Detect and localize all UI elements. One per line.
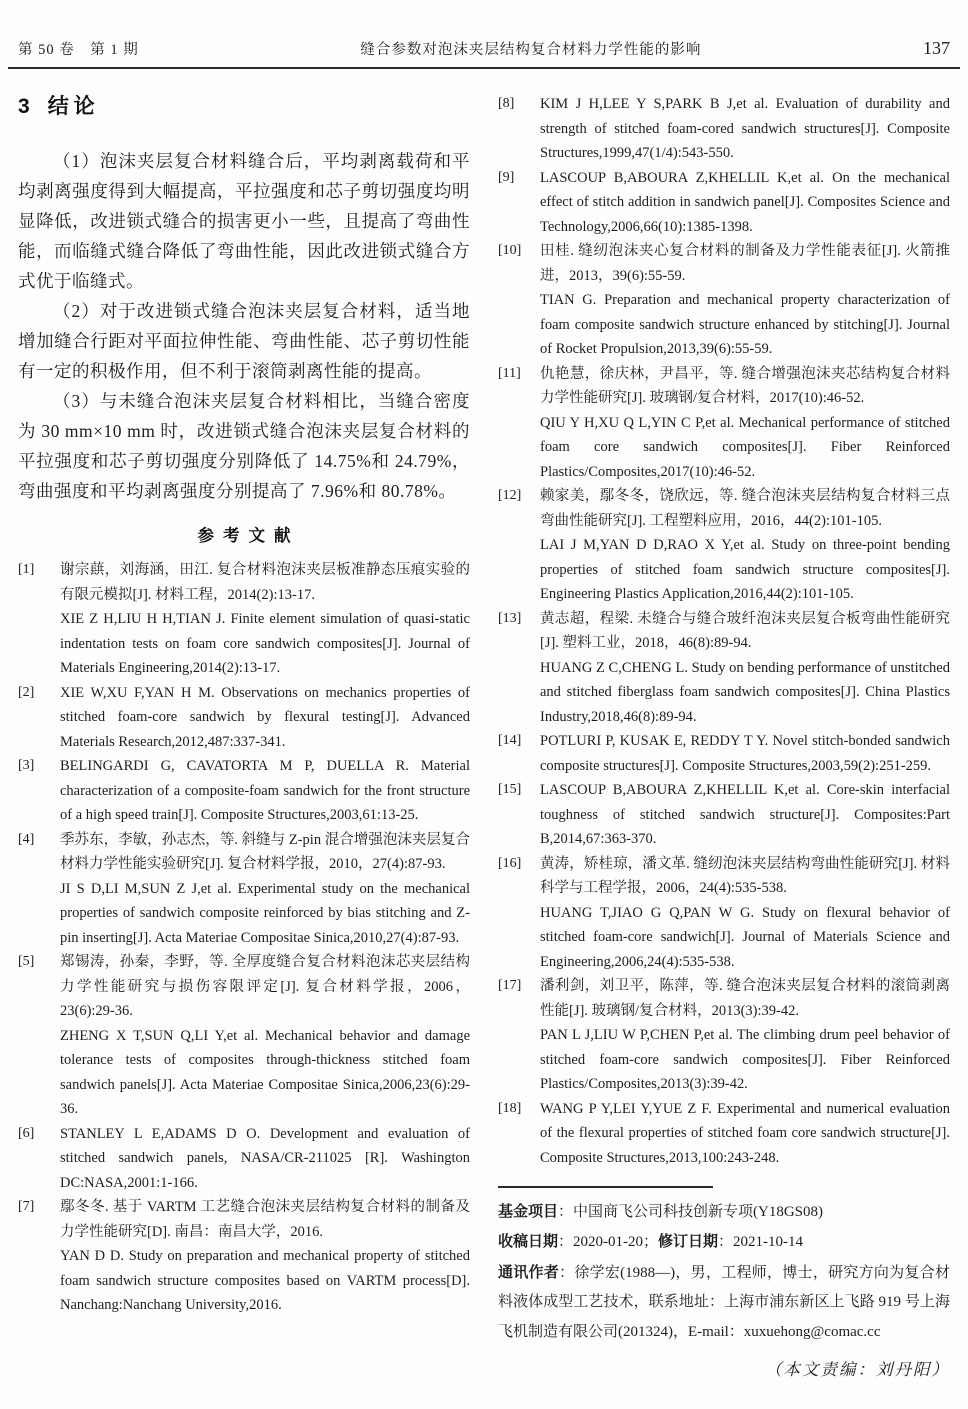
footnote-text: ：中国商飞公司科技创新专项(Y18GS08) (558, 1203, 824, 1220)
reference-number: [12] (498, 488, 522, 503)
reference-item (18, 1195, 470, 1318)
reference-text: 赖家美，鄢冬冬，饶欣远，等. 缝合泡沫夹层结构复合材料三点弯曲性能研究[J]. 工程塑料应用，2016，44(2):101-105. (540, 488, 950, 529)
reference-number: [15] (498, 782, 522, 797)
footnote-text: ：2020-01-20； (558, 1234, 659, 1250)
reference-text: 田桂. 缝纫泡沫夹心复合材料的制备及力学性能表征[J]. 火箭推进，2013，39(6):55-59. (540, 243, 950, 284)
reference-body (540, 729, 950, 778)
reference-number: [6] (18, 1125, 35, 1141)
reference-number: [5] (18, 954, 35, 969)
reference-text: 潘利剑，刘卫平，陈萍，等. 缝合泡沫夹层复合材料的滚筒剥离性能[J]. 玻璃钢/复合材料，2013(3):39-42. (540, 978, 950, 1019)
reference-body (60, 681, 470, 755)
reference-body (60, 558, 470, 681)
reference-item (498, 166, 950, 240)
reference-body (540, 92, 950, 166)
references-heading: 参考文献 (197, 527, 300, 545)
reference-item (498, 239, 950, 362)
left-column (18, 80, 470, 1318)
reference-number: [8] (498, 96, 515, 111)
reference-body (60, 828, 470, 951)
reference-body (540, 166, 950, 240)
reference-text: 谢宗蕻，刘海涵，田江. 复合材料泡沫夹层板准静态压痕实验的有限元模拟[J]. 材料工程，2014(2):13-17. (60, 562, 470, 603)
reference-text: BELINGARDI G, CAVATORTA M P, DUELLA R. Material characterization of a composite-foam sandwich for the front structure of a high speed train[J]. Composite Structures,2003,61:13-25. (60, 758, 470, 823)
reference-text: QIU Y H,XU Q L,YIN C P,et al. Mechanical performance of stitched foam core sandwich composites[J]. Fiber Reinforced Plastics/Composites,2017(10):46-52. (540, 414, 950, 480)
reference-text: JI S D,LI M,SUN Z J,et al. Experimental study on the mechanical properties of sandwich composite reinforced by bias stitching and Z-pin inserting[J]. Acta Materiae Compositae Sinica,2010,27(4):87-93. (60, 880, 470, 946)
reference-text: POTLURI P, KUSAK E, REDDY T Y. Novel stitch-bonded sandwich composite structures[J]. Composite Structures,2003,59(2):251-259. (540, 733, 950, 774)
header-rule (8, 67, 960, 69)
reference-list-right (498, 80, 950, 1170)
conclusion-paragraph: （1）泡沫夹层复合材料缝合后，平均剥离载荷和平均剥离强度得到大幅提高，平拉强度和芯子剪切强度均明显降低，改进锁式缝合的损害更小一些，且提高了弯曲性能，而临缝式缝合降低了弯曲性能，因此改进锁式缝合方式优于临缝式。 (18, 151, 470, 291)
reference-number: [3] (18, 758, 35, 773)
section-number: 3 (18, 95, 30, 118)
conclusion-paragraph: （2）对于改进锁式缝合泡沫夹层复合材料，适当地增加缝合行距对平面拉伸性能、弯曲性能、芯子剪切性能有一定的积极作用，但不利于滚筒剥离性能的提高。 (18, 301, 470, 381)
reference-item (498, 974, 950, 1097)
footnote-line (498, 1258, 950, 1348)
reference-number: [4] (18, 831, 35, 847)
reference-text: STANLEY L E,ADAMS D O. Development and evaluation of stitched sandwich panels, NASA/CR-211025 [R]. Washington DC:NASA,2001:1-166. (60, 1125, 470, 1191)
reference-text: 郑锡涛，孙秦，李野，等. 全厚度缝合复合材料泡沫芯夹层结构力学性能研究与损伤容限评定[J]. 复合材料学报，2006，23(6):29-36. (60, 954, 470, 1019)
reference-text: LASCOUP B,ABOURA Z,KHELLIL K,et al. Core-skin interfacial toughness of stitched sandwich structure[J]. Composites:Part B,2014,67:363-370. (540, 782, 950, 847)
reference-number: [2] (18, 684, 35, 700)
reference-text: YAN D D. Study on preparation and mechanical property of stitched foam sandwich structure composites based on VARTM process[D]. Nanchang:Nanchang University,2016. (60, 1248, 470, 1313)
reference-number: [11] (498, 365, 521, 381)
footnote-label: 修订日期 (658, 1233, 719, 1250)
footnote-label: 通讯作者 (498, 1263, 560, 1281)
section-heading (18, 90, 470, 120)
reference-text: 季苏东，李敏，孙志杰，等. 斜缝与 Z-pin 混合增强泡沫夹层复合材料力学性能实验研究[J]. 复合材料学报，2010，27(4):87-93. (60, 831, 470, 872)
reference-number: [9] (498, 169, 515, 185)
reference-body (60, 754, 470, 828)
reference-item (498, 607, 950, 730)
footnote-text: ：2021-10-14 (718, 1234, 804, 1250)
reference-item (498, 729, 950, 778)
reference-number: [16] (498, 855, 522, 871)
reference-number: [7] (18, 1199, 35, 1214)
reference-text: XIE Z H,LIU H H,TIAN J. Finite element simulation of quasi-static indentation tests on foam core sandwich composites[J]. Journal of Materials Engineering,2014(2):13-17. (60, 611, 470, 676)
reference-number: [13] (498, 610, 522, 626)
reference-text: TIAN G. Preparation and mechanical property characterization of foam composite sandwich structure enhanced by stitching[J]. Journal of Rocket Propulsion,2013,39(6):55-59. (540, 292, 950, 357)
reference-item (498, 484, 950, 607)
reference-item (18, 1122, 470, 1196)
reference-item (498, 92, 950, 166)
footnote-line (498, 1227, 950, 1258)
reference-number: [10] (498, 243, 522, 258)
footnote-text: ：徐学宏(1988—)，男，工程师，博士，研究方向为复合材料液体成型工艺技术，联系地址：上海市浦东新区上飞路 919 号上海飞机制造有限公司(201324)，E-mail：xuxuehong@comac.cc (498, 1264, 950, 1340)
reference-number: [17] (498, 978, 522, 993)
reference-item (18, 828, 470, 951)
section-title: 结论 (47, 95, 100, 118)
reference-text: ZHENG X T,SUN Q,LI Y,et al. Mechanical behavior and damage tolerance tests of composites through-thickness stitched foam sandwich panels[J]. Acta Materiae Compositae Sinica,2006,23(6):29-36. (60, 1027, 470, 1117)
reference-item (498, 1097, 950, 1171)
reference-item (18, 754, 470, 828)
footnote-label: 基金项目 (498, 1202, 559, 1220)
footnote-line (498, 1197, 950, 1228)
reference-body (60, 950, 470, 1122)
reference-text: KIM J H,LEE Y S,PARK B J,et al. Evaluation of durability and strength of stitched foam-cored sandwich structures[J]. Composite Structures,1999,47(1/4):543-550. (540, 96, 950, 161)
reference-text: LASCOUP B,ABOURA Z,KHELLIL K,et al. On the mechanical effect of stitch addition in sandwich panel[J]. Composites Science and Technology,2006,66(10):1385-1398. (540, 169, 950, 235)
conclusion-paragraphs (18, 146, 470, 506)
reference-item (18, 681, 470, 755)
reference-item (18, 558, 470, 681)
right-column (498, 80, 950, 1380)
reference-text: HUANG Z C,CHENG L. Study on bending performance of unstitched and stitched fiberglass foam sandwich composites[J]. China Plastics Industry,2018,46(8):89-94. (540, 659, 950, 725)
reference-body (540, 362, 950, 485)
reference-number: [18] (498, 1100, 522, 1116)
reference-text: WANG P Y,LEI Y,YUE Z F. Experimental and numerical evaluation of the flexural properties of stitched foam core sandwich structure[J]. Composite Structures,2013,100:243-248. (540, 1100, 950, 1166)
reference-body (540, 484, 950, 607)
reference-item (498, 362, 950, 485)
reference-number: [14] (498, 733, 522, 748)
reference-body (540, 852, 950, 975)
header-running-title: 缝合参数对泡沫夹层结构复合材料力学性能的影响 (360, 42, 702, 58)
reference-body (60, 1195, 470, 1318)
reference-item (18, 950, 470, 1122)
footnote-label: 收稿日期 (498, 1233, 559, 1250)
reference-body (540, 778, 950, 852)
reference-item (498, 852, 950, 975)
reference-text: 黄涛，矫桂琼，潘文革. 缝纫泡沫夹层结构弯曲性能研究[J]. 材料科学与工程学报，2006，24(4):535-538. (540, 855, 950, 896)
reference-list-left (18, 558, 470, 1318)
header-page-number: 137 (923, 38, 950, 58)
reference-text: XIE W,XU F,YAN H M. Observations on mechanics properties of stitched foam-core sandwich by flexural testing[J]. Advanced Materials Research,2012,487:337-341. (60, 684, 470, 750)
header-volume-issue: 第 50 卷 第 1 期 (18, 42, 139, 58)
reference-body (540, 1097, 950, 1171)
reference-body (540, 239, 950, 362)
reference-text: 仇艳慧，徐庆林，尹昌平，等. 缝合增强泡沫夹芯结构复合材料力学性能研究[J]. 玻璃钢/复合材料，2017(10):46-52. (540, 365, 950, 406)
reference-body (60, 1122, 470, 1196)
reference-text: LAI J M,YAN D D,RAO X Y,et al. Study on three-point bending properties of stitched foam sandwich structure composites[J]. Engineering Plastics Application,2016,44(2):101-105. (540, 537, 950, 602)
reference-text: 鄢冬冬. 基于 VARTM 工艺缝合泡沫夹层结构复合材料的制备及力学性能研究[D]. 南昌：南昌大学，2016. (60, 1199, 470, 1240)
reference-body (540, 974, 950, 1097)
reference-text: 黄志超，程梁. 未缝合与缝合玻纤泡沫夹层复合板弯曲性能研究[J]. 塑料工业，2018，46(8):89-94. (540, 610, 950, 651)
conclusion-paragraph: （3）与未缝合泡沫夹层复合材料相比，当缝合密度为 30 mm×10 mm 时，改进锁式缝合泡沫夹层复合材料的平拉强度和芯子剪切强度分别降低了 14.75%和 24.79%，弯曲强度和平均剥离强度分别提高了 7.96%和 80.78%。 (18, 391, 470, 501)
reference-item (498, 778, 950, 852)
footnote-rule (498, 1186, 713, 1188)
reference-text: PAN L J,LIU W P,CHEN P,et al. The climbing drum peel behavior of stitched foam-core sandwich composites[J]. Fiber Reinforced Plastics/Composites,2013(3):39-42. (540, 1027, 950, 1092)
page-header (18, 38, 950, 62)
reference-body (540, 607, 950, 730)
editor-credit: （本文责编：刘丹阳） (765, 1360, 950, 1379)
reference-text: HUANG T,JIAO G Q,PAN W G. Study on flexural behavior of stitched foam-core sandwich[J]. Journal of Materials Science and Engineering,2006,24(4):535-538. (540, 904, 950, 970)
footnotes (498, 1197, 950, 1348)
reference-number: [1] (18, 562, 35, 577)
